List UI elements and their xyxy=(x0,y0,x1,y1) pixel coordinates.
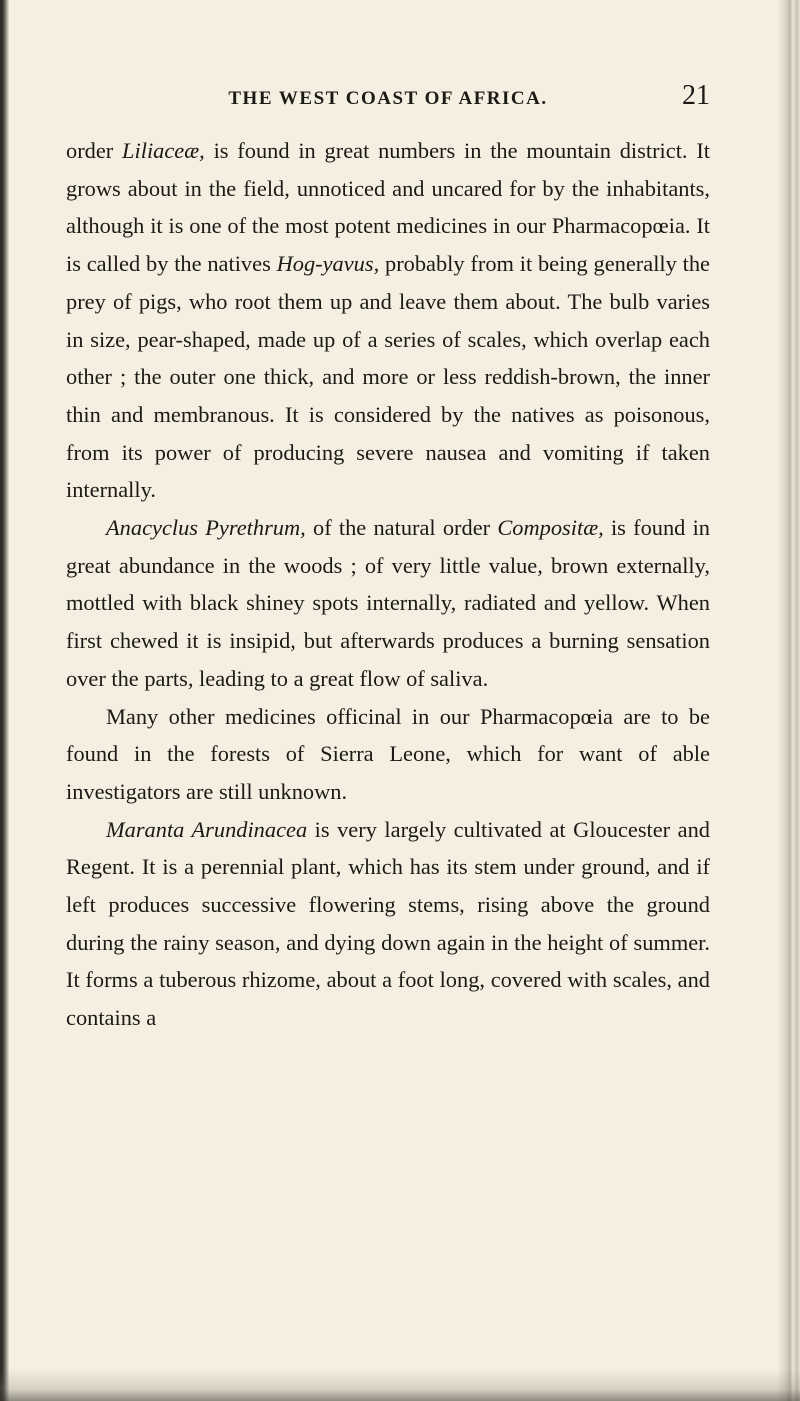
text-run: order xyxy=(66,138,123,163)
paragraph-2 xyxy=(66,509,710,698)
page-binding-edge xyxy=(0,0,9,1401)
italic-run: Liliaceæ, xyxy=(122,138,205,163)
italic-run: Maranta Arundinacea xyxy=(106,816,308,842)
text-run: is found in great numbers in the mountain district. It grows about in the field, unnoticed and uncared for by the inhabitants, although it is one of the most potent medicines in our Pharmacopœia. It is called by the natives xyxy=(66,138,711,277)
page-number: 21 xyxy=(682,80,710,111)
text-run: probably from it being generally the prey of pigs, who root them up and leave them about. The bulb varies in size, pear-shaped, made up of a series of scales, which overlap each other ; the outer one thick, and more or less reddish-brown, the inner thin and membranous. It is considered by the natives as poisonous, from its power of producing severe nausea and vomiting if taken internally. xyxy=(66,251,710,503)
page-bottom-shadow xyxy=(0,1369,800,1401)
text-run: Many other medicines officinal in our Pharmacopœia are to be found in the forests of Sierra Leone, which for want of able investigators are still unknown. xyxy=(66,703,710,804)
running-title: THE WEST COAST OF AFRICA. xyxy=(228,88,548,109)
italic-run: Anacyclus Pyrethrum, xyxy=(106,515,306,541)
text-run: is very largely cultivated at Gloucester and Regent. It is a perennial plant, which has its stem under ground, and if left produces successive flowering stems, rising above the ground during the rainy season, and dying down again in the height of summer. It forms a tuberous rhizome, about a foot long, covered with scales, and contains a xyxy=(66,816,710,1031)
body-text xyxy=(66,132,710,1037)
paragraph-4 xyxy=(66,811,710,1037)
italic-run: Compositæ, xyxy=(497,515,604,541)
paragraph-1 xyxy=(66,132,710,509)
page-header xyxy=(66,80,710,120)
text-run: of the natural order xyxy=(305,515,498,541)
page-fore-edge xyxy=(778,0,800,1401)
text-run: is found in great abundance in the woods ; of very little value, brown externally, mottled with black shiney spots internally, radiated and yellow. When first chewed it is insipid, but afterwards produces a burning sensation over the parts, leading to a great flow of saliva. xyxy=(66,515,711,691)
paragraph-3 xyxy=(66,698,710,811)
italic-run: Hog-yavus, xyxy=(276,251,380,277)
